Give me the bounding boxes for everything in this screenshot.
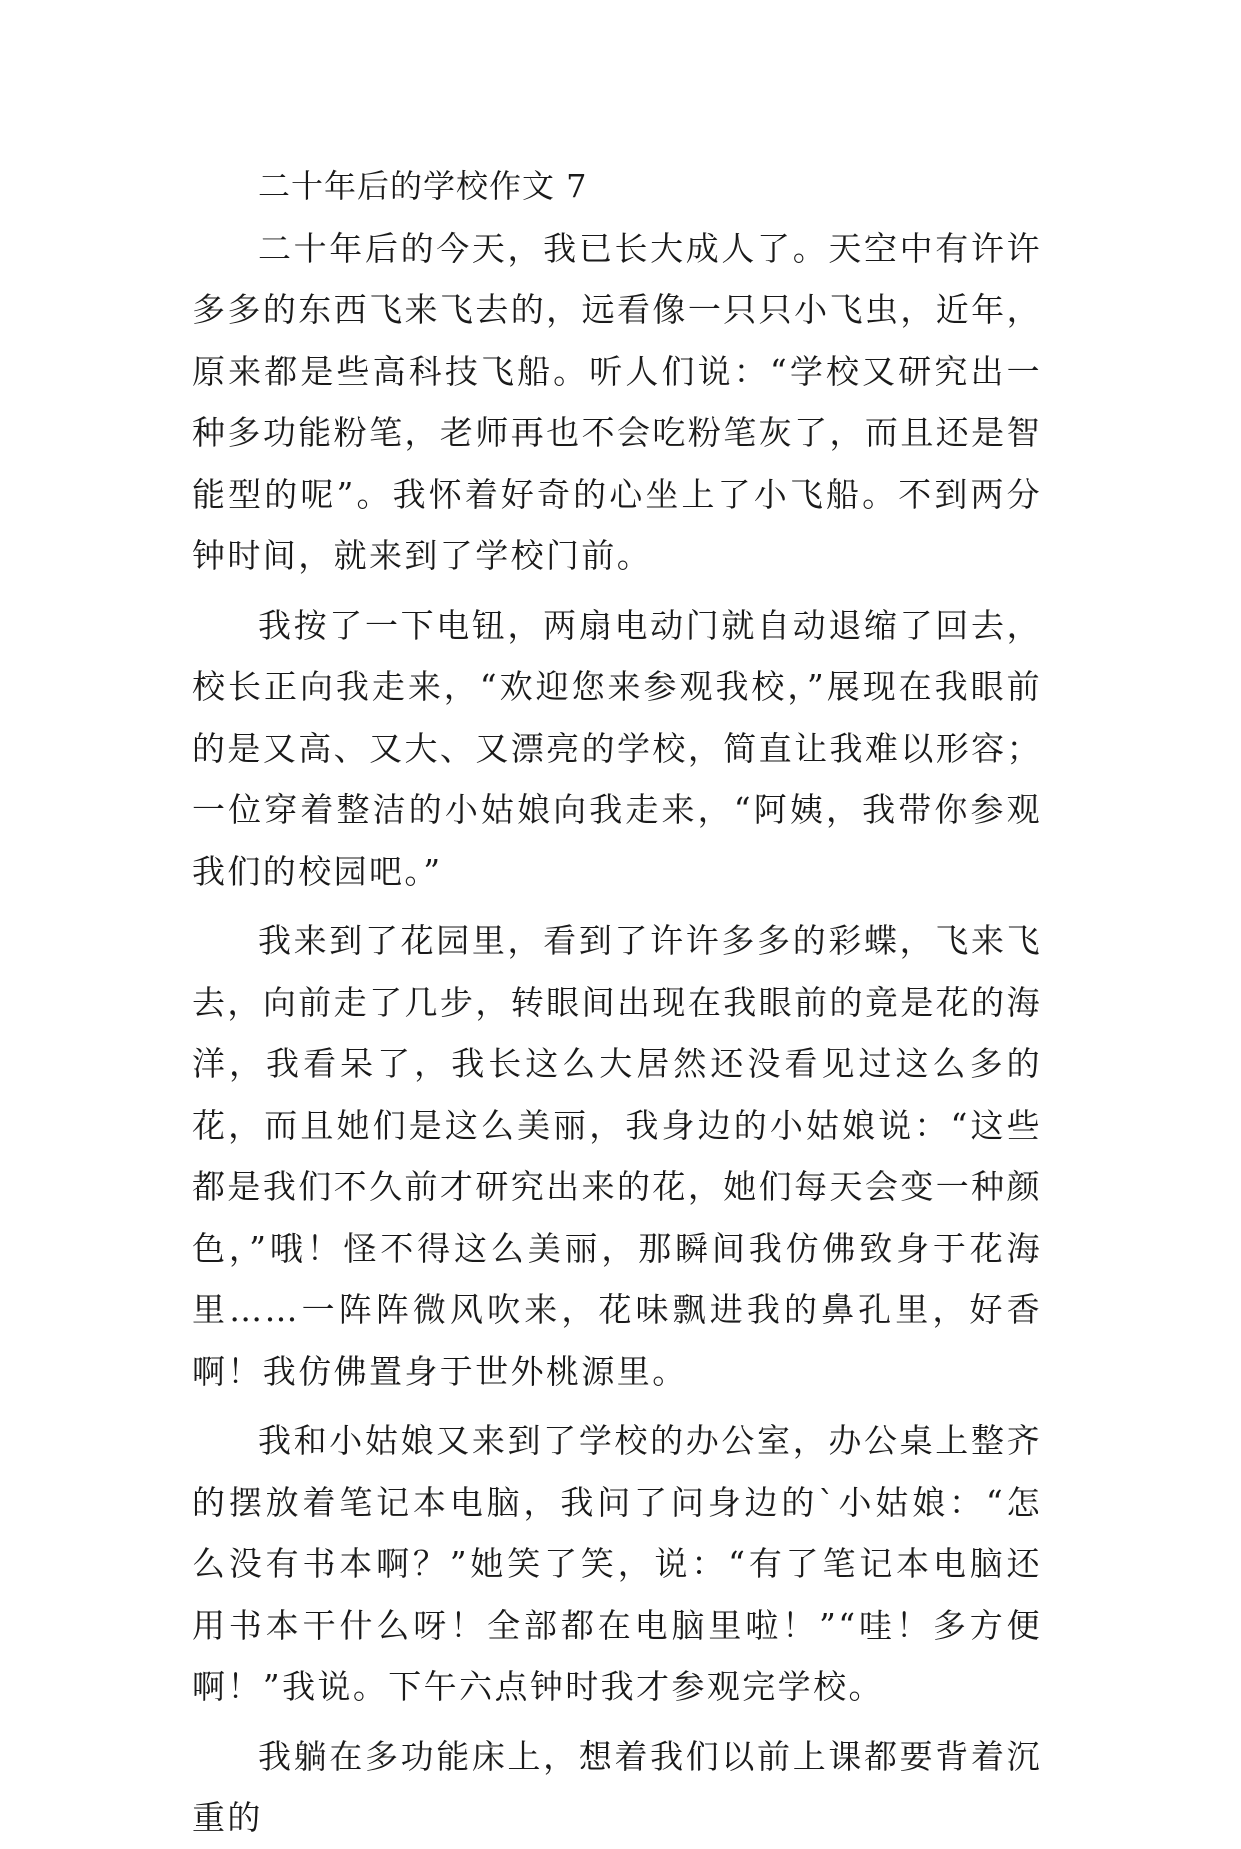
paragraph-5: 我躺在多功能床上，想着我们以前上课都要背着沉重的 bbox=[192, 1736, 1042, 1837]
document-body bbox=[192, 156, 1042, 1849]
paragraph-4: 我和小姑娘又来到了学校的办公室，办公桌上整齐的摆放着笔记本电脑，我问了问身边的`小姑娘：“怎么没有书本啊？”她笑了笑，说：“有了笔记本电脑还用书本干什么呀！全部都在电脑里啦！”“哇！多方便啊！”我说。下午六点钟时我才参观完学校。 bbox=[192, 1421, 1042, 1706]
paragraph-2: 我按了一下电钮，两扇电动门就自动退缩了回去，校长正向我走来，“欢迎您来参观我校，”展现在我眼前的是又高、又大、又漂亮的学校，简直让我难以形容；一位穿着整洁的小姑娘向我走来，“阿姨，我带你参观我们的校园吧。” bbox=[192, 605, 1042, 891]
paragraph-1: 二十年后的今天，我已长大成人了。天空中有许许多多的东西飞来飞去的，远看像一只只小飞虫，近年，原来都是些高科技飞船。听人们说：“学校又研究出一种多功能粉笔，老师再也不会吃粉笔灰了，而且还是智能型的呢”。我怀着好奇的心坐上了小飞船。不到两分钟时间，就来到了学校门前。 bbox=[192, 228, 1042, 575]
paragraph-3: 我来到了花园里，看到了许许多多的彩蝶，飞来飞去，向前走了几步，转眼间出现在我眼前的竟是花的海洋，我看呆了，我长这么大居然还没看见过这么多的花，而且她们是这么美丽，我身边的小姑娘说：“这些都是我们不久前才研究出来的花，她们每天会变一种颜色，”哦！怪不得这么美丽，那瞬间我仿佛致身于花海里……一阵阵微风吹来，花味飘进我的鼻孔里，好香啊！我仿佛置身于世外桃源里。 bbox=[192, 921, 1042, 1391]
essay-title: 二十年后的学校作文 7 bbox=[258, 167, 588, 205]
